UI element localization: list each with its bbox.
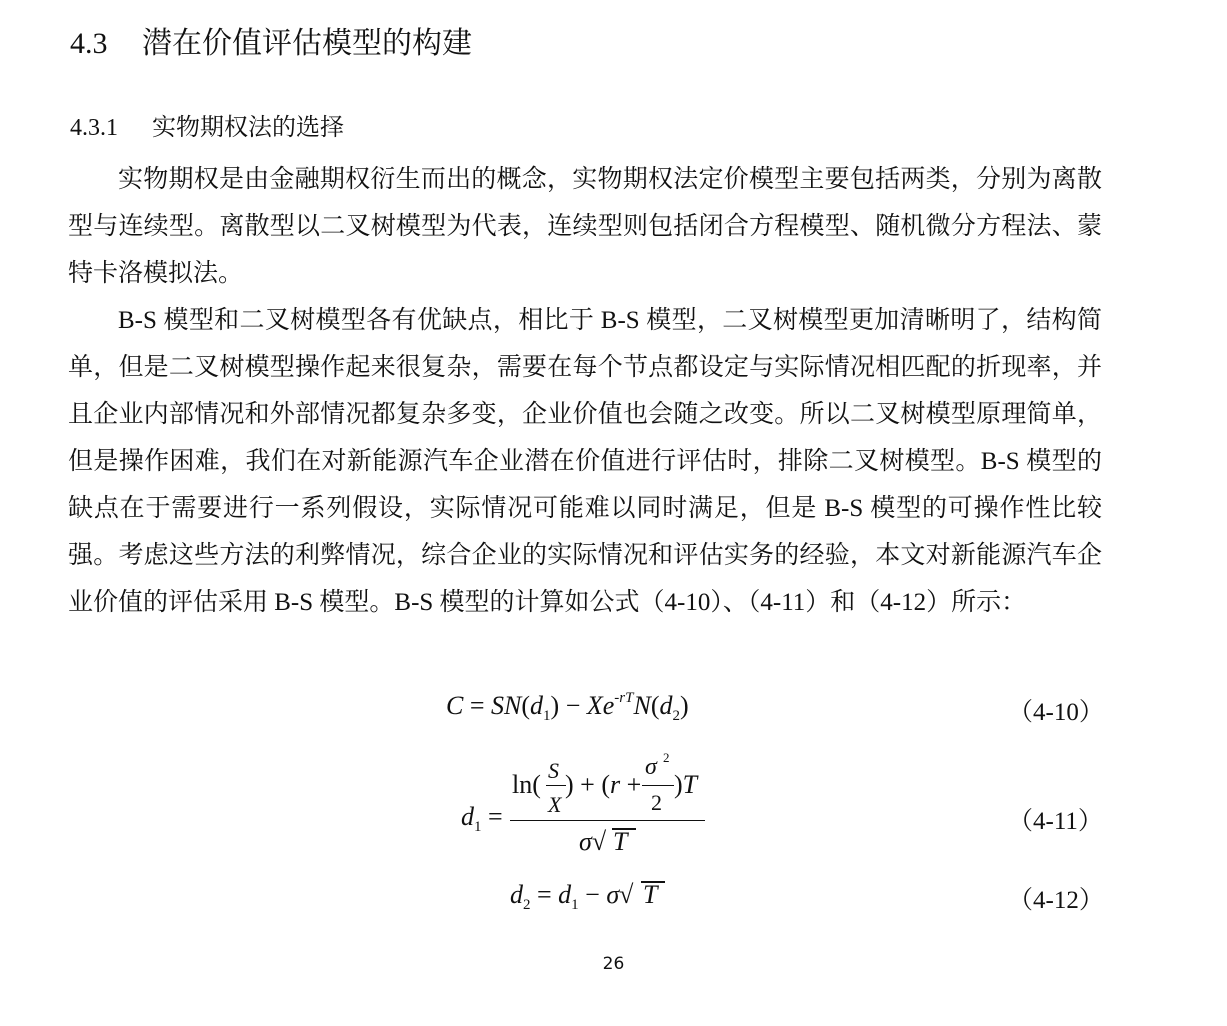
document-page: 4.3 潜在价值评估模型的构建 4.3.1 实物期权法的选择 实物期权是由金融期权衍生而出的概念，实物期权法定价模型主要包括两类，分别为离散型与连续型。离散型以二叉树模型为代表，连续型则包括闭合方程模型、随机微分方程法、蒙特卡洛模拟法。 B-S 模型和二叉树模型各有优缺点，相比于 B-S 模型，二叉树模型更加清晰明了，结构简单，但是二叉树模型操作起来很复杂，需要在每个节点都设定与实际情况相匹配的折现率，并且企业内部情况和外部情况都复杂多变，企业价值也会随之改变。所以二叉树模型原理简单，但是操作困难，我们在对新能源汽车企业潜在价值进行评估时，排除二叉树模型。B-S 模型的缺点在于需要进行一系列假设，实际情况可能难以同时满足，但是 B-S 模型的可操作性比较强。考虑这些方法的利弊情况，综合企业的实际情况和评估实务的经验，本文对新能源汽车企业价值的评估采用 B-S 模型。B-S 模型的计算如公式（4-10）、（4-11）和（4-12）所示： $C = SN(d_1) - Xe^{-rT}N(d_2)$ （4-10） $d_1$ = ln( S X ) + (r + σ 2 2 )T σ√ T （4-11） $d_2 = d_1 - \sigma√$ T （4-12） 26 — [0, 0, 1227, 1026]
subsection-number: 4.3.1 — [70, 115, 118, 141]
page-number: 26 — [602, 954, 625, 974]
section-heading — [70, 22, 472, 66]
equation-number: （4-11） — [1008, 808, 1103, 835]
subsection-heading — [70, 110, 344, 146]
section-number: 4.3 — [70, 27, 108, 60]
equation-4-10: $C = SN(d_1) - Xe^{-rT}N(d_2)$ — [446, 690, 689, 724]
equation-number: （4-12） — [1008, 887, 1104, 914]
subsection-title: 实物期权法的选择 — [152, 115, 344, 141]
section-title: 潜在价值评估模型的构建 — [142, 27, 472, 60]
paragraph: 实物期权是由金融期权衍生而出的概念，实物期权法定价模型主要包括两类，分别为离散型与连续型。离散型以二叉树模型为代表，连续型则包括闭合方程模型、随机微分方程法、蒙特卡洛模拟法。 — [68, 166, 1102, 287]
body-text — [68, 156, 1102, 626]
paragraph: B-S 模型和二叉树模型各有优缺点，相比于 B-S 模型，二叉树模型更加清晰明了，结构简单，但是二叉树模型操作起来很复杂，需要在每个节点都设定与实际情况相匹配的折现率，并且企业内部情况和外部情况都复杂多变，企业价值也会随之改变。所以二叉树模型原理简单，但是操作困难，我们在对新能源汽车企业潜在价值进行评估时，排除二叉树模型。B-S 模型的缺点在于需要进行一系列假设，实际情况可能难以同时满足，但是 B-S 模型的可操作性比较强。考虑这些方法的利弊情况，综合企业的实际情况和评估实务的经验，本文对新能源汽车企业价值的评估采用 B-S 模型。B-S 模型的计算如公式（4-10）、（4-11）和（4-12）所示： — [68, 307, 1102, 616]
equation-number: （4-10） — [1008, 699, 1104, 726]
